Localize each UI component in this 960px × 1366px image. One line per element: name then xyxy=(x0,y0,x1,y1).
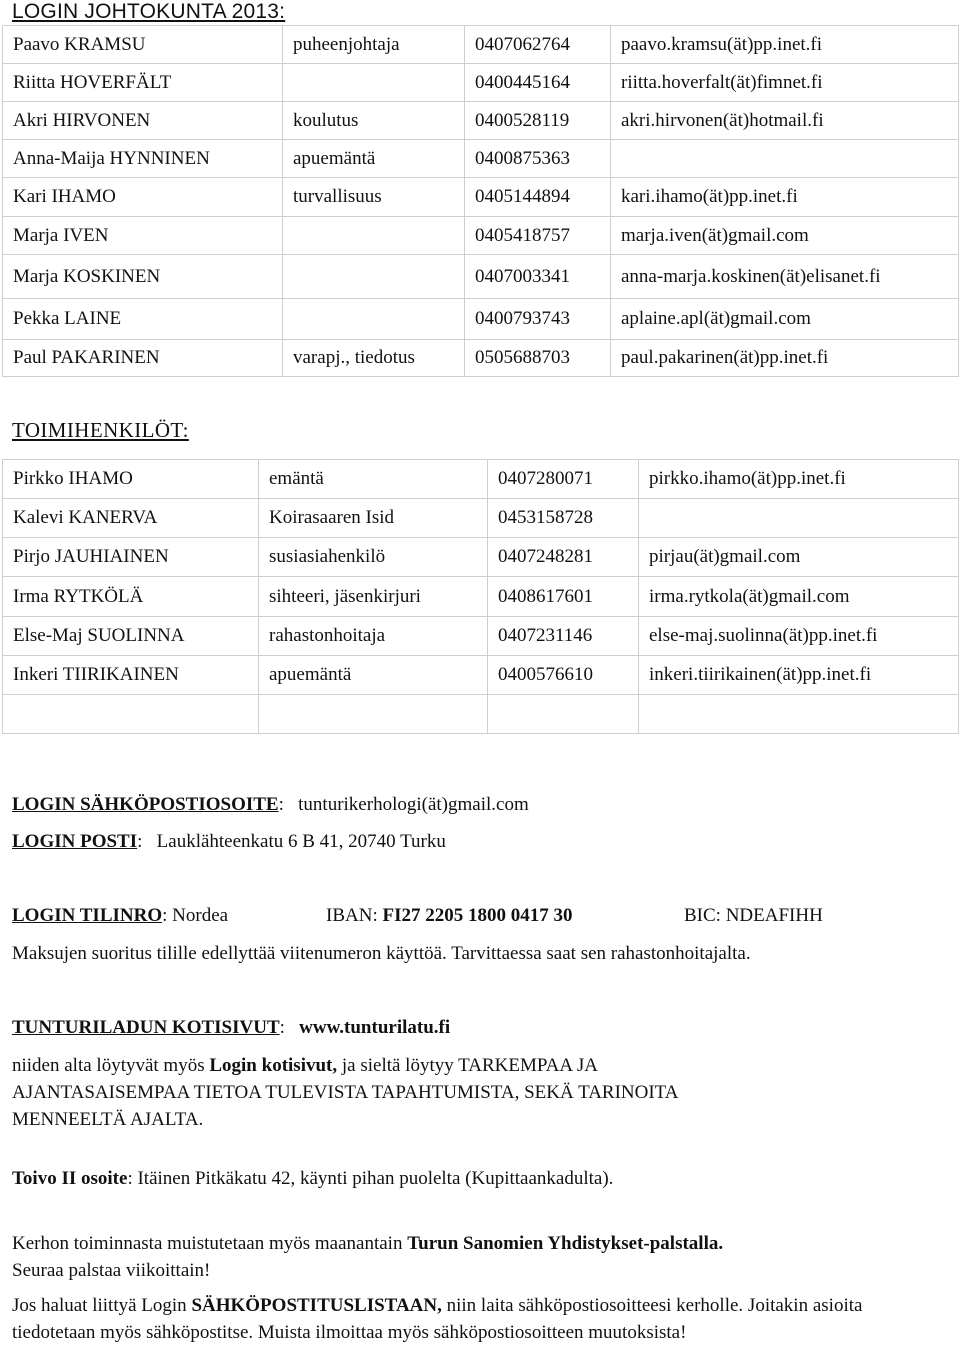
staff-phone-cell: 0407248281 xyxy=(488,538,639,577)
address-value: Itäinen Pitkäkatu 42, käynti pihan puolelta (Kupittaankadulta). xyxy=(137,1168,614,1189)
iban-line xyxy=(326,905,572,927)
address-label: Toivo II osoite xyxy=(12,1168,128,1189)
staff-row xyxy=(3,499,959,538)
club-post-value: Lauklähteenkatu 6 B 41, 20740 Turku xyxy=(156,831,446,852)
board-phone-cell: 0400793743 xyxy=(465,299,611,340)
board-row xyxy=(3,102,959,140)
board-phone-cell: 0400445164 xyxy=(465,64,611,102)
board-email-cell[interactable]: anna-marja.koskinen(ät)elisanet.fi xyxy=(611,255,959,299)
bank-note: Maksujen suoritus tilille edellyttää viitenumeron käyttöä. Tarvittaessa saat sen rahastonhoitajalta. xyxy=(12,943,751,964)
board-name-cell: Pekka LAINE xyxy=(3,299,283,340)
mailing-text-start: Jos haluat liittyä Login xyxy=(12,1295,192,1316)
board-role-cell xyxy=(283,255,465,299)
staff-name-cell: Pirjo JAUHIAINEN xyxy=(3,538,259,577)
staff-name-cell: Kalevi KANERVA xyxy=(3,499,259,538)
staff-phone-cell xyxy=(488,695,639,734)
board-role-cell: puheenjohtaja xyxy=(283,26,465,64)
board-row xyxy=(3,140,959,178)
staff-name-cell xyxy=(3,695,259,734)
board-row xyxy=(3,255,959,299)
board-email-cell[interactable]: riitta.hoverfalt(ät)fimnet.fi xyxy=(611,64,959,102)
staff-row xyxy=(3,577,959,617)
board-name-cell: Kari IHAMO xyxy=(3,178,283,217)
board-name-cell: Paul PAKARINEN xyxy=(3,340,283,377)
homepage-text-end: ja sieltä löytyy TARKEMPAA JA AJANTASAISEMPAA TIETOA TULEVISTA TAPAHTUMISTA, SEKÄ TARINOITA MENNEELTÄ AJALTA. xyxy=(12,1055,678,1130)
mailing-list-bold: SÄHKÖPOSTITUSLISTAAN, xyxy=(191,1295,442,1316)
newspaper-text-start: Kerhon toiminnasta muistutetaan myös maanantain xyxy=(12,1233,408,1254)
board-email-cell[interactable]: marja.iven(ät)gmail.com xyxy=(611,217,959,255)
board-row xyxy=(3,178,959,217)
staff-title: TOIMIHENKILÖT: xyxy=(12,418,189,442)
club-email-label: LOGIN SÄHKÖPOSTIOSOITE xyxy=(12,794,279,815)
bic-value: NDEAFIHH xyxy=(725,905,823,926)
staff-email-cell[interactable]: pirkko.ihamo(ät)pp.inet.fi xyxy=(639,460,959,499)
board-name-cell: Anna-Maija HYNNINEN xyxy=(3,140,283,178)
staff-email-cell[interactable]: pirjau(ät)gmail.com xyxy=(639,538,959,577)
login-homepage-bold: Login kotisivut, xyxy=(209,1055,338,1076)
staff-table xyxy=(2,459,959,734)
board-email-cell xyxy=(611,140,959,178)
club-email-line: LOGIN SÄHKÖPOSTIOSOITE: tunturikerhologi(ät)gmail.com xyxy=(12,794,529,815)
staff-role-cell: rahastonhoitaja xyxy=(259,617,488,656)
board-table xyxy=(2,25,959,377)
board-name-cell: Marja KOSKINEN xyxy=(3,255,283,299)
bank-line: LOGIN TILINRO: Nordea xyxy=(12,905,229,926)
newspaper-text xyxy=(12,1230,942,1284)
iban-value: FI27 2205 1800 0417 30 xyxy=(382,905,573,926)
staff-row xyxy=(3,538,959,577)
board-phone-cell: 0407062764 xyxy=(465,26,611,64)
newspaper-line2: Seuraa palstaa viikoittain! xyxy=(12,1260,211,1281)
bic-line xyxy=(684,905,823,927)
homepage-label: TUNTURILADUN KOTISIVUT xyxy=(12,1017,280,1038)
board-email-cell[interactable]: kari.ihamo(ät)pp.inet.fi xyxy=(611,178,959,217)
board-role-cell xyxy=(283,299,465,340)
staff-row xyxy=(3,656,959,695)
staff-phone-cell: 0400576610 xyxy=(488,656,639,695)
board-email-cell[interactable]: aplaine.apl(ät)gmail.com xyxy=(611,299,959,340)
board-phone-cell: 0405144894 xyxy=(465,178,611,217)
staff-role-cell: emäntä xyxy=(259,460,488,499)
board-name-cell: Akri HIRVONEN xyxy=(3,102,283,140)
board-row xyxy=(3,217,959,255)
board-role-cell xyxy=(283,217,465,255)
board-email-cell[interactable]: akri.hirvonen(ät)hotmail.fi xyxy=(611,102,959,140)
staff-row xyxy=(3,695,959,734)
board-role-cell: koulutus xyxy=(283,102,465,140)
board-title: LOGIN JOHTOKUNTA 2013: xyxy=(12,0,286,23)
board-role-cell xyxy=(283,64,465,102)
board-phone-cell: 0505688703 xyxy=(465,340,611,377)
board-phone-cell: 0400528119 xyxy=(465,102,611,140)
address-line: Toivo II osoite: Itäinen Pitkäkatu 42, käynti pihan puolelta (Kupittaankadulta). xyxy=(12,1168,614,1189)
staff-phone-cell: 0408617601 xyxy=(488,577,639,617)
staff-name-cell: Inkeri TIIRIKAINEN xyxy=(3,656,259,695)
staff-email-cell xyxy=(639,499,959,538)
board-email-cell[interactable]: paul.pakarinen(ät)pp.inet.fi xyxy=(611,340,959,377)
mailing-text-end: niin laita sähköpostiosoitteesi kerholle. Joitakin asioita tiedotetaan myös sähköpostitse. Muista ilmoittaa myös sähköpostiosoitteen muutoksista! xyxy=(12,1295,863,1343)
club-email-value: tunturikerhologi(ät)gmail.com xyxy=(298,794,529,815)
staff-role-cell xyxy=(259,695,488,734)
staff-phone-cell: 0407280071 xyxy=(488,460,639,499)
mailing-list-text xyxy=(12,1292,912,1346)
staff-role-cell: susiasiahenkilö xyxy=(259,538,488,577)
staff-role-cell: sihteeri, jäsenkirjuri xyxy=(259,577,488,617)
staff-row xyxy=(3,460,959,499)
staff-email-cell[interactable]: inkeri.tiirikainen(ät)pp.inet.fi xyxy=(639,656,959,695)
staff-name-cell: Else-Maj SUOLINNA xyxy=(3,617,259,656)
homepage-link[interactable]: www.tunturilatu.fi xyxy=(299,1017,451,1038)
homepage-text-start: niiden alta löytyvät myös xyxy=(12,1055,210,1076)
club-post-label: LOGIN POSTI xyxy=(12,831,138,852)
staff-email-cell xyxy=(639,695,959,734)
newspaper-name: Turun Sanomien Yhdistykset-palstalla. xyxy=(407,1233,724,1254)
staff-row xyxy=(3,617,959,656)
board-phone-cell: 0400875363 xyxy=(465,140,611,178)
staff-role-cell: apuemäntä xyxy=(259,656,488,695)
homepage-text xyxy=(12,1052,742,1133)
board-phone-cell: 0405418757 xyxy=(465,217,611,255)
staff-email-cell[interactable]: else-maj.suolinna(ät)pp.inet.fi xyxy=(639,617,959,656)
board-phone-cell: 0407003341 xyxy=(465,255,611,299)
bank-name: Nordea xyxy=(172,905,229,926)
bank-label: LOGIN TILINRO xyxy=(12,905,163,926)
board-row xyxy=(3,26,959,64)
board-name-cell: Riitta HOVERFÄLT xyxy=(3,64,283,102)
board-row xyxy=(3,340,959,377)
board-role-cell: apuemäntä xyxy=(283,140,465,178)
board-row xyxy=(3,299,959,340)
homepage-line: TUNTURILADUN KOTISIVUT: www.tunturilatu.fi xyxy=(12,1017,451,1038)
board-row xyxy=(3,64,959,102)
staff-role-cell: Koirasaaren Isid xyxy=(259,499,488,538)
staff-name-cell: Irma RYTKÖLÄ xyxy=(3,577,259,617)
board-email-cell[interactable]: paavo.kramsu(ät)pp.inet.fi xyxy=(611,26,959,64)
board-name-cell: Paavo KRAMSU xyxy=(3,26,283,64)
staff-name-cell: Pirkko IHAMO xyxy=(3,460,259,499)
staff-phone-cell: 0407231146 xyxy=(488,617,639,656)
board-role-cell: varapj., tiedotus xyxy=(283,340,465,377)
iban-label: IBAN: xyxy=(326,905,378,926)
staff-email-cell[interactable]: irma.rytkola(ät)gmail.com xyxy=(639,577,959,617)
board-role-cell: turvallisuus xyxy=(283,178,465,217)
board-name-cell: Marja IVEN xyxy=(3,217,283,255)
bic-label: BIC: xyxy=(684,905,721,926)
club-post-line: LOGIN POSTI: Lauklähteenkatu 6 B 41, 20740 Turku xyxy=(12,831,446,852)
staff-phone-cell: 0453158728 xyxy=(488,499,639,538)
